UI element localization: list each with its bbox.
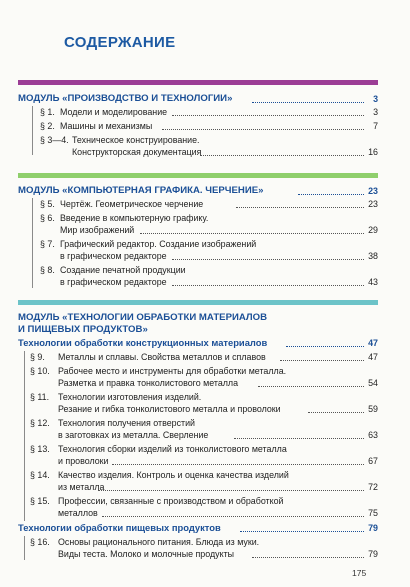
item-page: 67 xyxy=(368,456,378,466)
item-page: 59 xyxy=(368,404,378,414)
item-title-line-2: Разметка и правка тонколистового металла xyxy=(58,378,239,388)
leader-dots xyxy=(240,531,364,532)
item-title: Чертёж. Геометрическое черчение xyxy=(60,199,204,209)
item-number: § 9. xyxy=(30,352,45,362)
section-1-bracket-line xyxy=(24,351,25,521)
section-page: 79 xyxy=(368,523,378,533)
module-1-heading[interactable] xyxy=(18,93,378,105)
leader-dots xyxy=(252,557,364,558)
module-2-heading[interactable] xyxy=(18,185,378,197)
leader-dots xyxy=(200,155,364,156)
item-title: Металлы и сплавы. Свойства металлов и сплавов xyxy=(58,352,266,362)
item-number: § 6. xyxy=(40,213,55,223)
item-title-line-1: Графический редактор. Создание изображений xyxy=(60,239,257,249)
item-page: 43 xyxy=(368,277,378,287)
section-page: 47 xyxy=(368,338,378,348)
item-number: § 8. xyxy=(40,265,55,275)
item-page: 3 xyxy=(373,107,378,117)
module-1-page: 3 xyxy=(373,94,378,104)
item-title-line-1: Профессии, связанные с производством и обработкой xyxy=(58,496,284,506)
section-title: Технологии обработки конструкционных материалов xyxy=(18,337,268,348)
item-title-line-1: Основы рационального питания. Блюда из муки. xyxy=(58,537,260,547)
item-number: § 3—4. xyxy=(40,135,69,145)
item-number: § 15. xyxy=(30,496,50,506)
leader-dots xyxy=(162,129,364,130)
module-2-bracket-line xyxy=(32,198,33,288)
item-title-line-2: в графическом редакторе xyxy=(60,251,167,261)
item-title: Модели и моделирование xyxy=(60,107,168,117)
item-title: Машины и механизмы xyxy=(60,121,153,131)
item-title-line-1: Качество изделия. Контроль и оценка качества изделий xyxy=(58,470,289,480)
section-food-products[interactable] xyxy=(18,522,378,534)
module-1-color-band xyxy=(18,80,378,85)
module-1-title: МОДУЛЬ «ПРОИЗВОДСТВО И ТЕХНОЛОГИИ» xyxy=(18,93,233,104)
item-page: 47 xyxy=(368,352,378,362)
item-title-line-2: Резание и гибка тонколистового металла и проволоки xyxy=(58,404,281,414)
item-title-line-2: в графическом редакторе xyxy=(60,277,167,287)
leader-dots xyxy=(280,360,364,361)
item-title-line-1: Техническое конструирование. xyxy=(72,135,200,145)
item-number: § 1. xyxy=(40,107,55,117)
item-number: § 12. xyxy=(30,418,50,428)
item-number: § 7. xyxy=(40,239,55,249)
leader-dots xyxy=(236,207,364,208)
leader-dots xyxy=(172,259,364,260)
item-number: § 11. xyxy=(30,392,50,402)
item-page: 79 xyxy=(368,549,378,559)
leader-dots xyxy=(172,115,364,116)
item-number: § 5. xyxy=(40,199,55,209)
item-title-line-2: из металла xyxy=(58,482,105,492)
item-title-line-1: Введение в компьютерную графику. xyxy=(60,213,209,223)
leader-dots xyxy=(252,102,364,103)
module-2-color-band xyxy=(18,173,378,178)
page-number: 175 xyxy=(352,568,367,578)
item-number: § 2. xyxy=(40,121,55,131)
item-page: 29 xyxy=(368,225,378,235)
item-title-line-1: Технология сборки изделий из тонколистового металла xyxy=(58,444,287,454)
item-title-line-2: Конструкторская документация xyxy=(72,147,202,157)
leader-dots xyxy=(298,194,364,195)
module-3-color-band xyxy=(18,300,378,305)
item-title-line-2: Мир изображений xyxy=(60,225,135,235)
item-title-line-1: Технология получения отверстий xyxy=(58,418,195,428)
leader-dots xyxy=(102,516,364,517)
leader-dots xyxy=(140,233,364,234)
module-2-page: 23 xyxy=(368,186,378,196)
section-title: Технологии обработки пищевых продуктов xyxy=(18,522,221,533)
module-2-title: МОДУЛЬ «КОМПЬЮТЕРНАЯ ГРАФИКА. ЧЕРЧЕНИЕ» xyxy=(18,185,264,196)
item-number: § 13. xyxy=(30,444,50,454)
item-title-line-1: Технологии изготовления изделий. xyxy=(58,392,202,402)
item-title-line-1: Рабочее место и инструменты для обработки металла. xyxy=(58,366,287,376)
module-3-heading-line-2[interactable]: И ПИЩЕВЫХ ПРОДУКТОВ» xyxy=(18,324,148,335)
item-title-line-1: Создание печатной продукции xyxy=(60,265,186,275)
leader-dots xyxy=(98,490,364,491)
item-page: 63 xyxy=(368,430,378,440)
item-title-line-2: в заготовках из металла. Сверление xyxy=(58,430,209,440)
leader-dots xyxy=(112,464,364,465)
section-2-bracket-line xyxy=(24,536,25,560)
item-title-line-2: металлов xyxy=(58,508,98,518)
item-number: § 14. xyxy=(30,470,50,480)
item-number: § 10. xyxy=(30,366,50,376)
section-construction-materials[interactable] xyxy=(18,337,378,349)
item-number: § 16. xyxy=(30,537,50,547)
leader-dots xyxy=(258,386,364,387)
item-page: 72 xyxy=(368,482,378,492)
leader-dots xyxy=(234,438,364,439)
item-page: 75 xyxy=(368,508,378,518)
item-page: 7 xyxy=(373,121,378,131)
module-1-bracket-line xyxy=(32,106,33,155)
page-title: СОДЕРЖАНИЕ xyxy=(64,34,176,51)
leader-dots xyxy=(308,412,364,413)
module-3-heading-line-1[interactable]: МОДУЛЬ «ТЕХНОЛОГИИ ОБРАБОТКИ МАТЕРИАЛОВ xyxy=(18,312,268,323)
item-page: 54 xyxy=(368,378,378,388)
item-page: 38 xyxy=(368,251,378,261)
item-page: 16 xyxy=(368,147,378,157)
leader-dots xyxy=(172,285,364,286)
item-title-line-2: и проволоки xyxy=(58,456,109,466)
item-page: 23 xyxy=(368,199,378,209)
item-title-line-2: Виды теста. Молоко и молочные продукты xyxy=(58,549,235,559)
leader-dots xyxy=(286,346,364,347)
